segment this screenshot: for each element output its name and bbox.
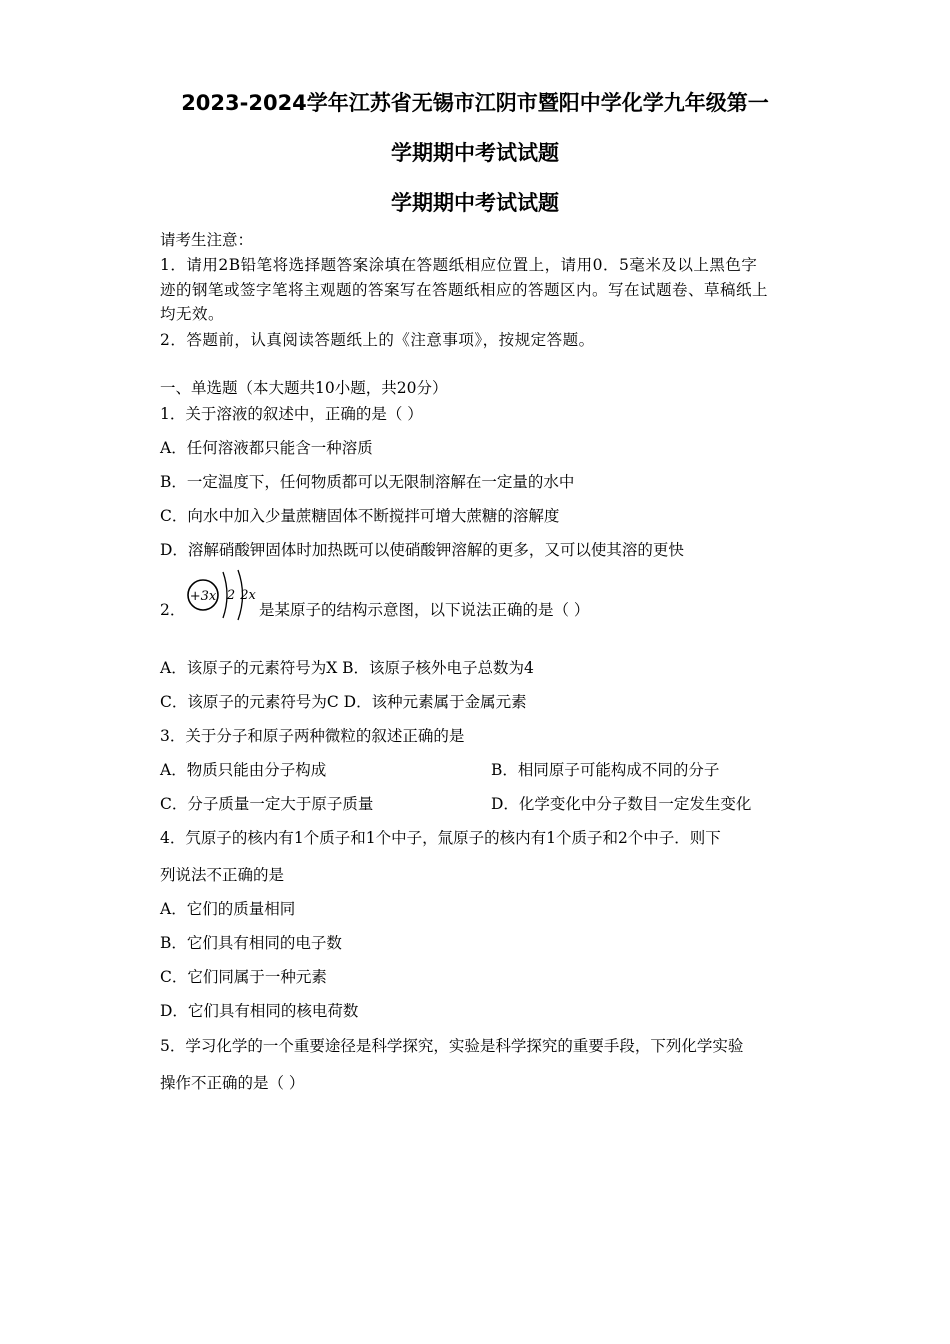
q1-option-a: A．任何溶液都只能含一种溶质 <box>160 439 373 457</box>
title-line-2: 学期期中考试试题 <box>391 141 559 165</box>
q1-option-b: B．一定温度下，任何物质都可以无限制溶解在一定量的水中 <box>160 473 575 491</box>
title-line-1: 2023-2024学年江苏省无锡市江阴市暨阳中学化学九年级第一 <box>181 91 769 115</box>
q4-option-b: B．它们具有相同的电子数 <box>160 934 342 952</box>
nucleus-charge: +3x <box>189 589 217 604</box>
notice-item-1-line-1: 1．请用2B铅笔将选择题答案涂填在答题纸相应位置上，请用0．5毫米及以上黑色字 <box>160 256 758 274</box>
atom-structure-diagram <box>183 568 263 628</box>
q2-options-a-b: A．该原子的元素符号为X B．该原子核外电子总数为4 <box>160 659 534 677</box>
q3-option-b: B．相同原子可能构成不同的分子 <box>491 761 720 779</box>
q2-options-c-d: C．该原子的元素符号为C D．该种元素属于金属元素 <box>160 693 527 711</box>
notice-item-2: 2．答题前，认真阅读答题纸上的《注意事项》，按规定答题。 <box>160 331 595 349</box>
q5-stem-line-1: 5．学习化学的一个重要途径是科学探究，实验是科学探究的重要手段，下列化学实验 <box>160 1037 744 1055</box>
section-heading: 一、单选题（本大题共10小题，共20分） <box>160 379 448 397</box>
q5-stem-line-2: 操作不正确的是（ ） <box>160 1074 305 1092</box>
q1-option-c: C．向水中加入少量蔗糖固体不断搅拌可增大蔗糖的溶解度 <box>160 507 560 525</box>
q1-option-d: D．溶解硝酸钾固体时加热既可以使硝酸钾溶解的更多，又可以使其溶的更快 <box>160 541 684 559</box>
q3-option-c: C．分子质量一定大于原子质量 <box>160 795 374 813</box>
q3-option-a: A．物质只能由分子构成 <box>160 761 327 779</box>
q2-stem: 是某原子的结构示意图，以下说法正确的是（ ） <box>259 601 590 619</box>
q4-option-c: C．它们同属于一种元素 <box>160 968 327 986</box>
title-line-3: 学期期中考试试题 <box>391 191 559 215</box>
q4-option-d: D．它们具有相同的核电荷数 <box>160 1002 359 1020</box>
notice-item-1-line-2: 迹的钢笔或签字笔将主观题的答案写在答题纸相应的答题区内。写在试题卷、草稿纸上 <box>160 281 769 299</box>
shell-2-electrons: 2x <box>240 588 256 603</box>
q3-stem: 3．关于分子和原子两种微粒的叙述正确的是 <box>160 727 465 745</box>
q4-stem-line-1: 4．氕原子的核内有1个质子和1个中子，氚原子的核内有1个质子和2个中子．则下 <box>160 829 721 847</box>
notice-heading: 请考生注意： <box>160 231 254 249</box>
q3-option-d: D．化学变化中分子数目一定发生变化 <box>491 795 752 813</box>
q1-stem: 1．关于溶液的叙述中，正确的是（ ） <box>160 405 423 423</box>
q2-number: 2． <box>160 601 186 619</box>
q4-option-a: A．它们的质量相同 <box>160 900 296 918</box>
q4-stem-line-2: 列说法不正确的是 <box>160 866 285 884</box>
shell-1-electrons: 2 <box>226 588 236 603</box>
notice-item-1-line-3: 均无效。 <box>160 305 225 323</box>
